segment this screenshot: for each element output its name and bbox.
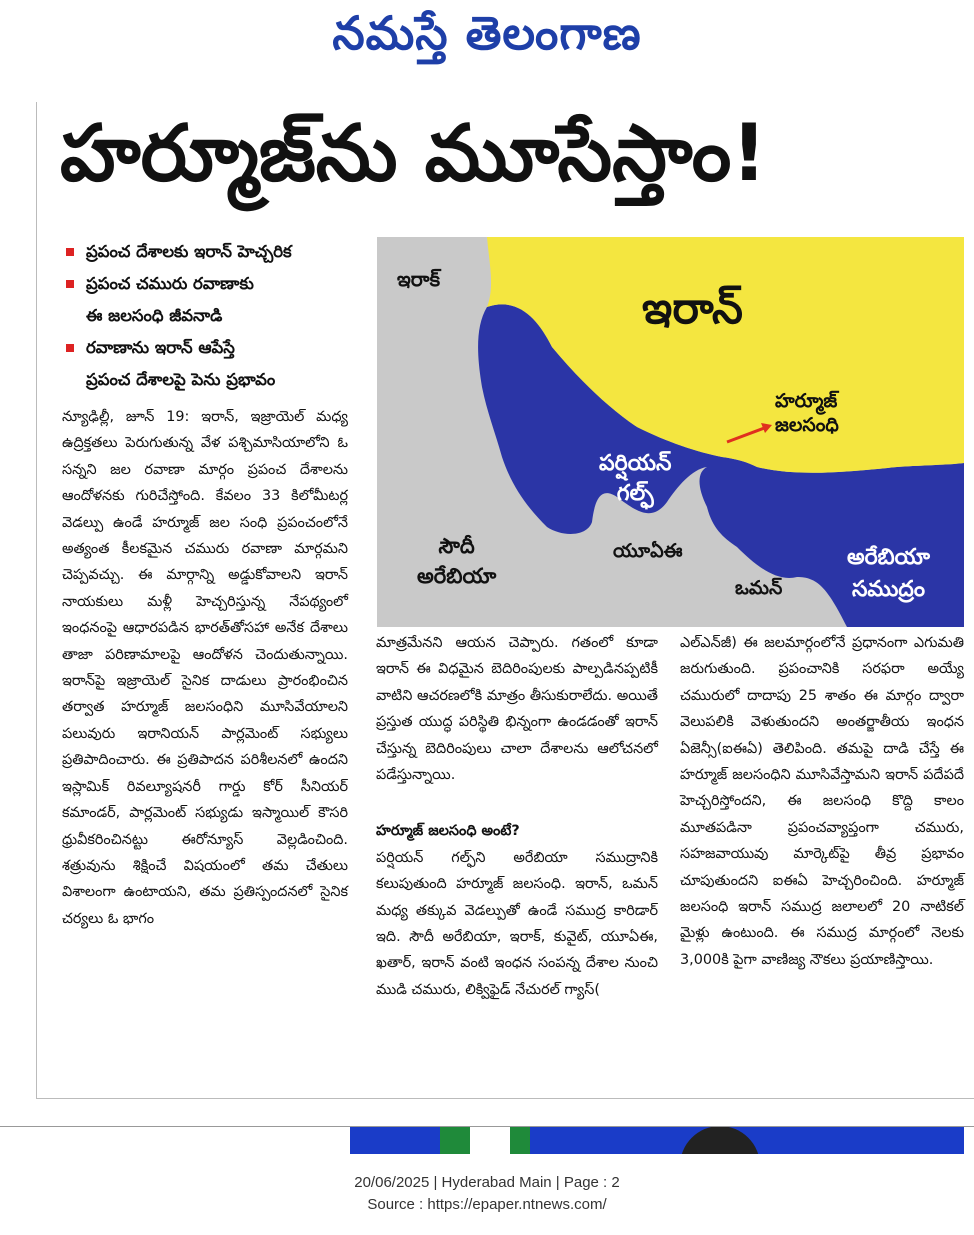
map-label-iran: ఇరాన్ (642, 283, 743, 334)
bullet-text: ప్రపంచ చమురు రవాణాకు (86, 274, 254, 293)
article-paragraph: న్యూఢిల్లీ, జూన్ 19: ఇరాన్, ఇజ్రాయెల్ మధ్య ఉద్రిక్తతలు పెరుగుతున్న వేళ పశ్చిమాసియాలోని ఓ సన్నని జల రవాణా మార్గం ప్రపంచ దేశాలను ఆందోళనకు గురిచేస్తోంది. కేవలం 33 కిలోమీటర్ల వెడల్పు ఉండే హర్మూజ్ జల సంధి ప్రపంచంలోనే అత్యంత కీలకమైన చమురు రవాణా మార్గమని చెప్పవచ్చు. ఈ మార్గాన్ని అడ్డుకోవాలని ఇరాన్ నాయకులు మళ్లీ హెచ్చరిస్తున్న నేపథ్యంలో ఇంధనంపై ఆధారపడిన భారత్‌తోసహా అనేక దేశాలు తాజా పరిణామాలపై ఆందోళన చెందుతున్నాయి. ఇరాన్‌పై ఇజ్రాయెల్ సైనిక దాడులు ప్రారంభించిన తర్వాత హర్మూజ్ జలసంధిని మూసివేయాలని పలువురు ఇరానియన్ పార్లమెంట్ సభ్యులు ప్రతిపాదించారు. ఈ ప్రతిపాదన పరిశీలనలో ఉందని ఇస్లామిక్ రివల్యూషనరీ గార్డు కోర్ సీనియర్ కమాండర్, పార్లమెంట్ సభ్యుడు ఇస్మాయిల్ కౌసరి ధ్రువీకరించినట్టు ఈరోన్యూస్ వెల్లడించింది. శత్రువును శిక్షించే విషయంలో తమ చేతులు విశాలంగా ఉంటాయని, తమ ప్రతిస్పందనలో సైనిక చర్యలు ఓ భాగం (62, 409, 348, 927)
map-label-hormuz-line1: హర్మూజ్ (775, 390, 838, 412)
article-headline: హర్మూజ్‌ను మూసేస్తాం! (60, 109, 767, 199)
article-column-2 (376, 630, 658, 1003)
map-label-uae: యూఏఈ (613, 540, 683, 562)
page-footer (0, 1172, 974, 1216)
bullet-item (62, 268, 362, 300)
map-label-iraq: ఇరాక్ (397, 267, 441, 291)
map-label-arabian-line2: సముద్రం (851, 577, 925, 602)
article-paragraph: మాత్రమేనని ఆయన చెప్పారు. గతంలో కూడా ఇరాన్ ఈ విధమైన బెదిరింపులకు పాల్పడినప్పటికీ వాటిని ఆచరణలోకి మాత్రం తీసుకురాలేదు. అయితే ప్రస్తుత యుద్ధ పరిస్థితి భిన్నంగా ఉండడంతో ఇరాన్ చేస్తున్న బెదిరింపులు చాలా దేశాలను ఆలోచనలో పడేస్తున్నాయి. (376, 635, 658, 784)
map-label-oman: ఒమన్ (735, 577, 783, 599)
bullet-item (62, 332, 362, 364)
map-label-saudi (417, 531, 496, 591)
map-label-arabian-sea (847, 542, 930, 606)
next-article-photo-strip (0, 1126, 974, 1154)
map-label-persian-gulf (599, 449, 671, 509)
highlight-bullets (62, 236, 362, 396)
bullet-continuation: ఈ జలసంధి జీవనాడి (86, 306, 223, 325)
map-label-saudi-line2: అరేబియా (417, 564, 497, 588)
article-column-3 (680, 630, 964, 973)
bullet-square-icon (66, 280, 74, 288)
footer-edition-info: 20/06/2025 | Hyderabad Main | Page : 2 (354, 1174, 620, 1191)
footer-source-link[interactable]: Source : https://epaper.ntnews.com/ (367, 1196, 607, 1213)
bullet-item (62, 236, 362, 268)
photo-top-rule (0, 1126, 974, 1127)
photo-white-region (470, 1126, 510, 1154)
hormuz-map (377, 237, 964, 627)
bullet-square-icon (66, 344, 74, 352)
map-label-hormuz-line2: జలసంధి (775, 414, 839, 436)
photo-strip-graphic (0, 1126, 974, 1154)
article-paragraph: పర్షియన్ గల్ఫ్‌ని అరేబియా సముద్రానికి కలుపుతుంది హర్మూజ్ జలసంధి. ఇరాన్, ఒమన్ మధ్య తక్కువ వెడల్పుతో ఉండే సముద్ర కారిడార్ ఇది. సౌదీ అరేబియా, ఇరాక్, కువైట్, యూఏఈ, ఖతార్, ఇరాన్ వంటి ఇంధన సంపన్న దేశాల నుంచి ముడి చమురు, లిక్విఫైడ్ నేచురల్ గ్యాస్( (376, 849, 658, 998)
map-label-arabian-line1: అరేబియా (847, 545, 930, 570)
map-label-saudi-line1: సౌదీ (438, 534, 475, 558)
newspaper-masthead: నమస్తే తెలంగాణ (332, 6, 642, 60)
bullet-square-icon (66, 248, 74, 256)
article-subheading: హర్మూజ్ జలసంధి అంటే? (376, 823, 520, 840)
article-column-1 (62, 404, 348, 932)
map-label-hormuz (775, 389, 839, 437)
bullet-continuation: ప్రపంచ దేశాలపై పెను ప్రభావం (86, 370, 276, 389)
bullet-text: ప్రపంచ దేశాలకు ఇరాన్ హెచ్చరిక (86, 242, 292, 261)
bullet-text: రవాణాను ఇరాన్ ఆపేస్తే (86, 338, 235, 357)
article-paragraph: ఎల్ఎన్‌జీ) ఈ జలమార్గంలోనే ప్రధానంగా ఎగుమతి జరుగుతుంది. ప్రపంచానికి సరఫరా అయ్యే చమురులో దాదాపు 25 శాతం ఈ మార్గం ద్వారా వెలుపలికి వెళుతుందని అంతర్జాతీయ ఇంధన ఏజెన్సీ(ఐఈఏ) తెలిపింది. తమపై దాడి చేస్తే ఈ హర్మూజ్ జలసంధిని మూసివేస్తామని ఇరాన్ పదేపదే హెచ్చరిస్తోందని, ఈ జలసంధి కొద్ది కాలం మూతపడినా ప్రపంచవ్యాప్తంగా చమురు, సహజవాయువు మార్కెట్‌పై తీవ్ర ప్రభావం చూపుతుందని ఐఈఏ హెచ్చరించింది. హర్మూజ్ జలసంధి ఇరాన్ సముద్ర జలాలలో 20 నాటికల్ మైళ్లు ఉంటుంది. ఈ సముద్ర మార్గంలో నెలకు 3,000కి పైగా వాణిజ్య నౌకలు ప్రయాణిస్తాయి. (680, 635, 964, 968)
map-label-gulf-line2: గల్ఫ్ (616, 481, 654, 506)
map-label-gulf-line1: పర్షియన్ (599, 451, 672, 476)
